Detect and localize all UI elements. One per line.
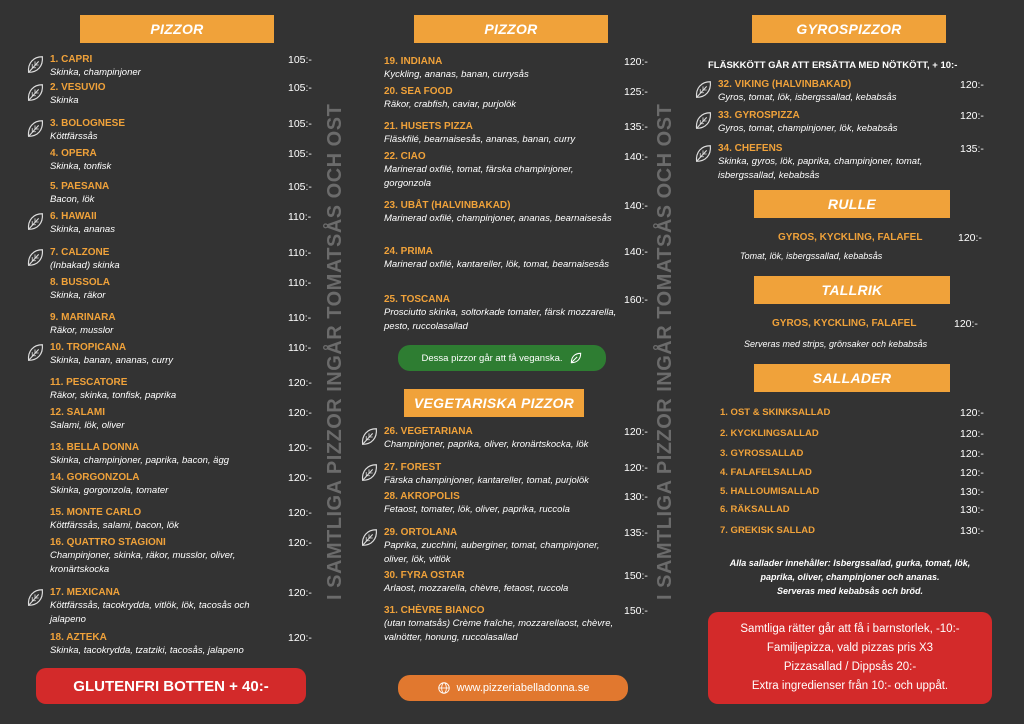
item-desc: Skinka, gyros, lök, paprika, champinjoner, tomat, isbergssallad, kebabsås: [718, 156, 923, 181]
section-title-rulle: RULLE: [754, 190, 950, 218]
item-price: 105:-: [288, 118, 312, 130]
item-desc: Skinka, tacokrydda, tzatziki, tacosås, jalapeno: [50, 645, 244, 656]
salad-item: [720, 525, 1000, 543]
item-desc: (utan tomatsås) Crème fraîche, mozzarellaost, chèvre, valnötter, honung, ruccolasallad: [384, 618, 614, 643]
salad-name: 3. GYROSSALLAD: [720, 448, 804, 459]
item-desc: Skinka, champinjoner: [50, 67, 141, 78]
item-price: 105:-: [288, 54, 312, 66]
item-desc: Kyckling, ananas, banan, currysås: [384, 69, 529, 80]
item-name: 29. ORTOLANA: [384, 527, 458, 538]
item-name: 34. CHEFENS: [718, 143, 783, 154]
tallrik-price: 120:-: [954, 318, 978, 330]
globe-icon: [437, 681, 451, 695]
item-desc: Skinka, räkor: [50, 290, 106, 301]
item-price: 135:-: [624, 121, 648, 133]
item-desc: Champinjoner, skinka, räkor, musslor, oliver, kronärtskocka: [50, 550, 236, 575]
gyros-note: FLÄSKKÖTT GÅR ATT ERSÄTTA MED NÖTKÖTT, + 10:-: [708, 60, 958, 71]
section-title-pizzor: PIZZOR: [80, 15, 274, 43]
item-name: 21. HUSETS PIZZA: [384, 121, 473, 132]
item-price: 125:-: [624, 86, 648, 98]
salad-note-line: paprika, oliver, champinjoner och ananas.: [760, 572, 940, 582]
leaf-icon: [692, 143, 714, 165]
item-price: 140:-: [624, 151, 648, 163]
item-name: 3. BOLOGNESE: [50, 118, 126, 129]
item-desc: Marinerad oxfilé, tomat, färska champinjoner, gorgonzola: [384, 164, 574, 189]
salad-price: 120:-: [960, 448, 984, 460]
item-name: 14. GORGONZOLA: [50, 472, 140, 483]
salad-name: 1. OST & SKINKSALLAD: [720, 407, 831, 418]
item-price: 160:-: [624, 294, 648, 306]
item-price: 120:-: [288, 377, 312, 389]
item-name: 26. VEGETARIANA: [384, 426, 473, 437]
item-price: 120:-: [288, 587, 312, 599]
item-name: 22. CIAO: [384, 151, 426, 162]
item-price: 120:-: [288, 442, 312, 454]
rulle-name: GYROS, KYCKLING, FALAFEL: [778, 232, 923, 243]
item-desc: Skinka: [50, 95, 79, 106]
item-price: 110:-: [288, 342, 312, 354]
info-box: [708, 612, 992, 704]
item-price: 120:-: [960, 79, 984, 91]
salad-price: 120:-: [960, 467, 984, 479]
item-name: 4. OPERA: [50, 148, 97, 159]
item-desc: Köttfärssås: [50, 131, 98, 142]
section-title-gyrospizzor: GYROSPIZZOR: [752, 15, 946, 43]
leaf-icon: [24, 118, 46, 140]
item-price: 130:-: [624, 491, 648, 503]
item-name: 28. AKROPOLIS: [384, 491, 460, 502]
section-title-tallrik: TALLRIK: [754, 276, 950, 304]
gluten-free-banner: GLUTENFRI BOTTEN + 40:-: [36, 668, 306, 704]
item-desc: Champinjoner, paprika, oliver, kronärtskocka, lök: [384, 439, 589, 450]
item-name: 20. SEA FOOD: [384, 86, 453, 97]
salad-note-line: Serveras med kebabsås och bröd.: [776, 586, 924, 596]
section-title-sallader: SALLADER: [754, 364, 950, 392]
item-name: 10. TROPICANA: [50, 342, 127, 353]
item-name: 13. BELLA DONNA: [50, 442, 140, 453]
leaf-icon: [24, 82, 46, 104]
salad-item: [720, 467, 1000, 485]
item-name: 7. CALZONE: [50, 247, 110, 258]
salad-name: 6. RÄKSALLAD: [720, 504, 790, 515]
item-name: 1. CAPRI: [50, 54, 93, 65]
item-name: 17. MEXICANA: [50, 587, 121, 598]
leaf-icon: [358, 462, 380, 484]
item-name: 19. INDIANA: [384, 56, 443, 67]
leaf-icon: [24, 247, 46, 269]
salad-price: 130:-: [960, 504, 984, 516]
item-name: 12. SALAMI: [50, 407, 106, 418]
leaf-icon: [358, 426, 380, 448]
item-desc: Marinerad oxfilé, champinjoner, ananas, bearnaisesås: [384, 213, 612, 224]
item-name: 15. MONTE CARLO: [50, 507, 142, 518]
item-name: 27. FOREST: [384, 462, 442, 473]
item-desc: Räkor, skinka, tonfisk, paprika: [50, 390, 177, 401]
salad-price: 130:-: [960, 486, 984, 498]
item-name: 25. TOSCANA: [384, 294, 450, 305]
salad-item: [720, 428, 1000, 446]
item-price: 140:-: [624, 200, 648, 212]
leaf-icon: [569, 351, 583, 365]
item-desc: Gyros, tomat, lök, isbergssallad, kebabsås: [718, 92, 897, 103]
column-gyros: [690, 0, 1010, 724]
salad-name: 2. KYCKLINGSALLAD: [720, 428, 819, 439]
item-desc: Skinka, banan, ananas, curry: [50, 355, 174, 366]
item-name: 9. MARINARA: [50, 312, 116, 323]
item-price: 110:-: [288, 312, 312, 324]
leaf-icon: [692, 110, 714, 132]
salad-item: [720, 504, 1000, 522]
leaf-icon: [24, 54, 46, 76]
item-name: 5. PAESANA: [50, 181, 110, 192]
column-pizzor-2: [356, 0, 656, 724]
item-desc: (Inbakad) skinka: [50, 260, 120, 271]
item-name: 32. VIKING (HALVINBAKAD): [718, 79, 852, 90]
website-pill[interactable]: [398, 675, 628, 701]
item-price: 105:-: [288, 148, 312, 160]
item-desc: Färska champinjoner, kantareller, tomat, purjolök: [384, 475, 589, 486]
item-name: 16. QUATTRO STAGIONI: [50, 537, 166, 548]
item-price: 120:-: [288, 407, 312, 419]
item-price: 150:-: [624, 570, 648, 582]
tallrik-name: GYROS, KYCKLING, FALAFEL: [772, 318, 917, 329]
leaf-icon: [358, 527, 380, 549]
rulle-price: 120:-: [958, 232, 982, 244]
leaf-icon: [24, 587, 46, 609]
website-text[interactable]: www.pizzeriabelladonna.se: [456, 682, 590, 694]
salad-item: [720, 407, 1000, 425]
salad-item: [720, 486, 1000, 504]
salad-price: 130:-: [960, 525, 984, 537]
item-name: 23. UBÅT (HALVINBAKAD): [384, 200, 511, 211]
item-desc: Fetaost, tomater, lök, oliver, paprika, ruccola: [384, 504, 570, 515]
info-line: Extra ingredienser från 10:- och uppåt.: [751, 680, 949, 692]
item-price: 120:-: [960, 110, 984, 122]
item-desc: Skinka, gorgonzola, tomater: [50, 485, 169, 496]
item-desc: Skinka, ananas: [50, 224, 115, 235]
salad-price: 120:-: [960, 407, 984, 419]
item-desc: Köttfärssås, salami, bacon, lök: [50, 520, 179, 531]
salad-name: 4. FALAFELSALLAD: [720, 467, 812, 478]
item-desc: Marinerad oxfilé, kantareller, lök, tomat, bearnaisesås: [384, 259, 609, 270]
leaf-icon: [24, 342, 46, 364]
item-price: 120:-: [624, 56, 648, 68]
item-name: 6. HAWAII: [50, 211, 97, 222]
vegan-note-text: Dessa pizzor går att få veganska.: [421, 352, 563, 364]
item-name: 24. PRIMA: [384, 246, 433, 257]
item-desc: Gyros, tomat, champinjoner, lök, kebabsås: [718, 123, 898, 134]
info-line: Pizzasallad / Dippsås 20:-: [783, 661, 917, 673]
item-name: 18. AZTEKA: [50, 632, 107, 643]
item-name: 2. VESUVIO: [50, 82, 106, 93]
item-price: 120:-: [624, 426, 648, 438]
item-name: 11. PESCATORE: [50, 377, 128, 388]
item-price: 140:-: [624, 246, 648, 258]
item-price: 110:-: [288, 211, 312, 223]
vegan-note: [398, 345, 606, 371]
item-price: 105:-: [288, 181, 312, 193]
item-desc: Räkor, crabfish, caviar, purjolök: [384, 99, 517, 110]
item-price: 135:-: [624, 527, 648, 539]
salad-name: 7. GREKISK SALLAD: [720, 525, 816, 536]
item-price: 120:-: [288, 472, 312, 484]
leaf-icon: [692, 79, 714, 101]
item-desc: Fläskfilé, bearnaisesås, ananas, banan, curry: [384, 134, 576, 145]
rulle-desc: Tomat, lök, isbergssallad, kebabsås: [740, 251, 883, 261]
salad-name: 5. HALLOUMISALLAD: [720, 486, 820, 497]
item-desc: Skinka, tonfisk: [50, 161, 112, 172]
item-name: 8. BUSSOLA: [50, 277, 111, 288]
column-pizzor-1: [22, 0, 322, 724]
item-price: 135:-: [960, 143, 984, 155]
item-price: 120:-: [288, 507, 312, 519]
item-desc: Köttfärssås, tacokrydda, vitlök, lök, tacosås och jalapeno: [50, 600, 250, 625]
item-name: 30. FYRA OSTAR: [384, 570, 465, 581]
item-desc: Skinka, champinjoner, paprika, bacon, ägg: [50, 455, 230, 466]
salad-note-line: Alla sallader innehåller: Isbergssallad, gurka, tomat, lök,: [729, 558, 971, 568]
salad-note: [690, 556, 1010, 598]
item-price: 120:-: [288, 537, 312, 549]
item-desc: Bacon, lök: [50, 194, 95, 205]
info-line: Familjepizza, vald pizzas pris X3: [766, 642, 934, 654]
item-price: 120:-: [288, 632, 312, 644]
leaf-icon: [24, 211, 46, 233]
item-desc: Paprika, zucchini, auberginer, tomat, champinjoner, oliver, lök, vitlök: [384, 540, 600, 565]
item-desc: Arlaost, mozzarella, chèvre, fetaost, ruccola: [384, 583, 569, 594]
salad-price: 120:-: [960, 428, 984, 440]
salad-item: [720, 448, 1000, 466]
item-desc: Prosciutto skinka, soltorkade tomater, färsk mozzarella, pesto, ruccolasallad: [384, 307, 617, 332]
section-title-vegetariska: VEGETARISKA PIZZOR: [404, 389, 584, 417]
info-line: Samtliga rätter går att få i barnstorlek, -10:-: [740, 623, 960, 635]
item-name: 31. CHÈVRE BIANCO: [384, 605, 485, 616]
item-name: 33. GYROSPIZZA: [718, 110, 800, 121]
item-price: 150:-: [624, 605, 648, 617]
item-desc: Räkor, musslor: [50, 325, 114, 336]
item-price: 110:-: [288, 277, 312, 289]
item-price: 105:-: [288, 82, 312, 94]
tallrik-desc: Serveras med strips, grönsaker och kebabsås: [744, 339, 928, 349]
section-title-pizzor-2: PIZZOR: [414, 15, 608, 43]
item-desc: Salami, lök, oliver: [50, 420, 125, 431]
item-price: 120:-: [624, 462, 648, 474]
item-price: 110:-: [288, 247, 312, 259]
